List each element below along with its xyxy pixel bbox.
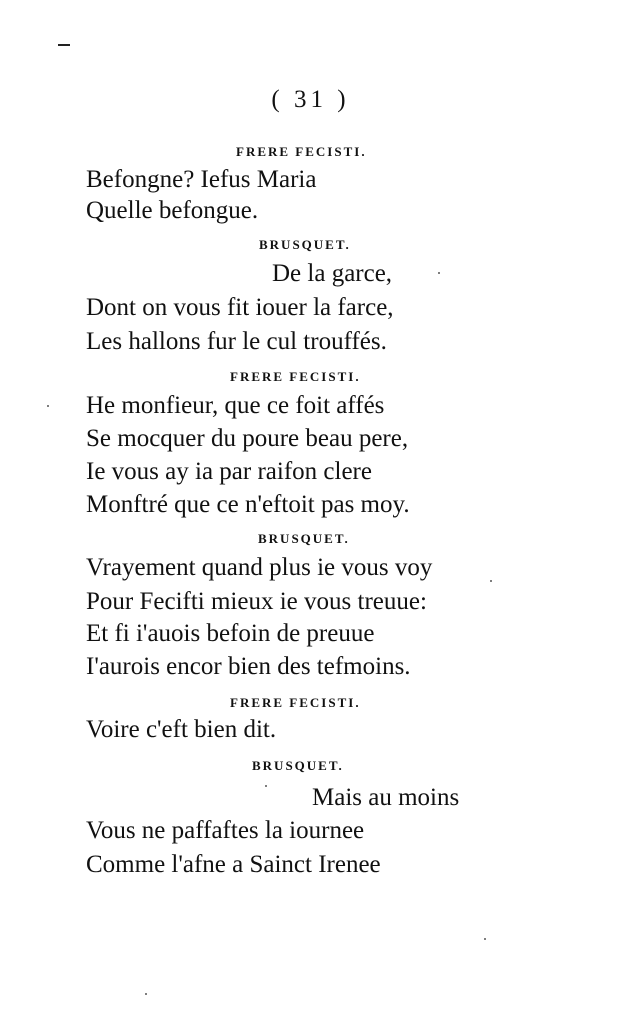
ink-speck (490, 580, 492, 582)
margin-mark (58, 44, 70, 46)
speaker-heading: BRUSQUET. (259, 237, 351, 252)
verse-line: Mais au moins (312, 784, 460, 811)
verse-line: He monfieur, que ce foit affés (86, 392, 385, 419)
speaker-heading: BRUSQUET. (252, 758, 344, 773)
verse-line: Voire c'eft bien dit. (86, 716, 277, 743)
verse-line: Quelle befongue. (86, 197, 259, 224)
ink-speck (438, 272, 440, 274)
verse-line: De la garce, (272, 260, 393, 287)
speaker-heading: FRERE FECISTI. (230, 695, 361, 710)
verse-line: Et fi i'auois befoin de preuue (86, 620, 375, 647)
verse-line: Ie vous ay ia par raifon clere (86, 458, 372, 485)
verse-line: Pour Fecifti mieux ie vous treuue: (86, 588, 427, 615)
speaker-heading: BRUSQUET. (258, 531, 350, 546)
ink-speck (145, 993, 147, 995)
ink-speck (265, 785, 267, 787)
verse-line: Comme l'afne a Sainct Irenee (86, 851, 381, 878)
verse-line: Se mocquer du poure beau pere, (86, 425, 409, 452)
verse-line: Befongne? Iefus Maria (86, 166, 317, 193)
verse-line: Vrayement quand plus ie vous voy (86, 554, 433, 581)
verse-line: Dont on vous fit iouer la farce, (86, 294, 394, 321)
verse-line: Monftré que ce n'eftoit pas moy. (86, 491, 410, 518)
speaker-heading: FRERE FECISTI. (236, 144, 367, 159)
ink-speck (47, 405, 49, 407)
page-number: ( 31 ) (271, 86, 350, 113)
verse-line: Les hallons fur le cul trouffés. (86, 328, 387, 355)
ink-speck (484, 938, 486, 940)
speaker-heading: FRERE FECISTI. (230, 369, 361, 384)
verse-line: Vous ne paffaftes la iournee (86, 817, 365, 844)
verse-line: I'aurois encor bien des tefmoins. (86, 653, 411, 680)
